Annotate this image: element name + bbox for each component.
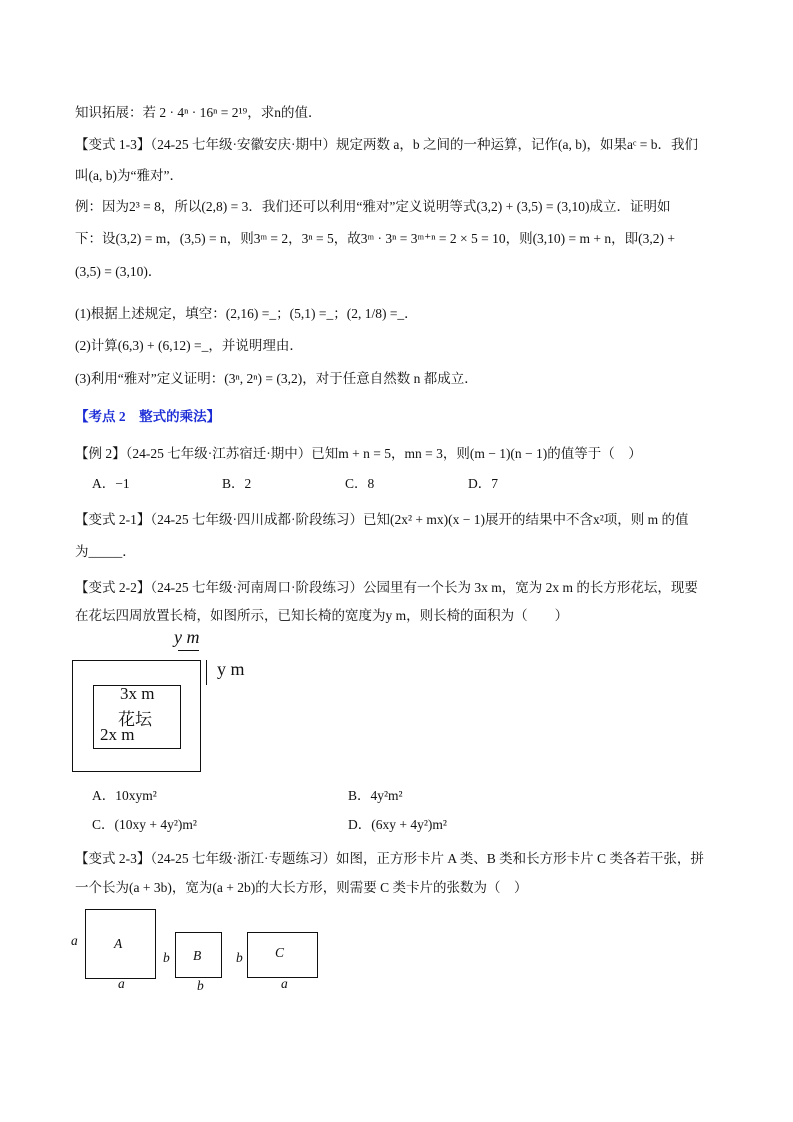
text-line: 知识拓展：若 2 · 4ⁿ · 16ⁿ = 2¹⁹，求n的值． — [75, 105, 322, 120]
text-line: 下：设(3,2) = m，(3,5) = n，则3ᵐ = 2，3ⁿ = 5，故3ᵐ · 3ⁿ = 3ᵐ⁺ⁿ = 2 × 5 = 10，则(3,10) = m + n，即(3,2) + — [75, 231, 676, 246]
text-line: 【例 2】（24-25 七年级·江苏宿迁·期中）已知m + n = 5，mn = 3，则(m − 1)(n − 1)的值等于（ ） — [75, 446, 642, 461]
text-line: 例：因为2³ = 8，所以(2,8) = 3．我们还可以利用“雅对”定义说明等式(3,2) + (3,5) = (3,10)成立．证明如 — [75, 199, 671, 214]
side-label: b — [163, 950, 170, 965]
text-line: (2)计算(6,3) + (6,12) =_，并说明理由． — [75, 338, 303, 353]
length-label: 3x m — [120, 684, 155, 703]
right-dimension — [206, 660, 207, 685]
option-d: D．7 — [468, 476, 498, 491]
option-a: A．−1 — [92, 476, 130, 491]
text-line: 【变式 1-3】（24-25 七年级·安徽安庆·期中）规定两数 a，b 之间的一种运算，记作(a, b)，如果aᶜ = b．我们 — [75, 137, 699, 152]
right-label: y m — [217, 659, 245, 679]
side-label: a — [281, 976, 288, 991]
text-line: 在花坛四周放置长椅，如图所示，已知长椅的宽度为y m，则长椅的面积为（ ） — [75, 608, 569, 623]
text-line: 【变式 2-2】（24-25 七年级·河南周口·阶段练习）公园里有一个长为 3x m，宽为 2x m 的长方形花坛，现要 — [75, 580, 698, 595]
text-line: 一个长为(a + 3b)，宽为(a + 2b)的大长方形，则需要 C 类卡片的张数为（ ） — [75, 880, 528, 895]
option-c: C．(10xy + 4y²)m² — [92, 817, 197, 832]
text-line: 【变式 2-3】（24-25 七年级·浙江·专题练习）如图，正方形卡片 A 类、B 类和长方形卡片 C 类各若干张，拼 — [75, 851, 704, 866]
option-b: B．2 — [222, 476, 252, 491]
option-b: B．4y²m² — [348, 788, 403, 803]
card-b-label: B — [193, 948, 202, 963]
card-c-label: C — [275, 945, 285, 960]
option-d: D．(6xy + 4y²)m² — [348, 817, 447, 832]
option-a: A．10xym² — [92, 788, 157, 803]
text-line: (3,5) = (3,10)． — [75, 264, 162, 279]
side-label: a — [118, 976, 125, 991]
flowerbed-label: 花坛 — [118, 710, 152, 729]
top-dimension — [178, 650, 199, 651]
text-line: 【变式 2-1】（24-25 七年级·四川成都·阶段练习）已知(2x² + mx)(x − 1)展开的结果中不含x²项，则 m 的值 — [75, 512, 689, 527]
side-label: b — [197, 978, 204, 993]
text-line: (1)根据上述规定，填空：(2,16) =_；(5,1) =_；(2, 1/8) =_． — [75, 306, 418, 321]
text-line: 为_____． — [75, 544, 136, 559]
width-label: 2x m — [100, 725, 135, 744]
top-label: y m — [174, 627, 200, 647]
side-label: a — [71, 933, 78, 948]
text-line: 叫(a, b)为“雅对”． — [75, 168, 183, 183]
card-a-label: A — [114, 936, 123, 951]
side-label: b — [236, 950, 243, 965]
section-heading: 【考点 2 整式的乘法】 — [75, 409, 221, 424]
option-c: C．8 — [345, 476, 375, 491]
text-line: (3)利用“雅对”定义证明：(3ⁿ, 2ⁿ) = (3,2)，对于任意自然数 n 都成立． — [75, 371, 478, 386]
